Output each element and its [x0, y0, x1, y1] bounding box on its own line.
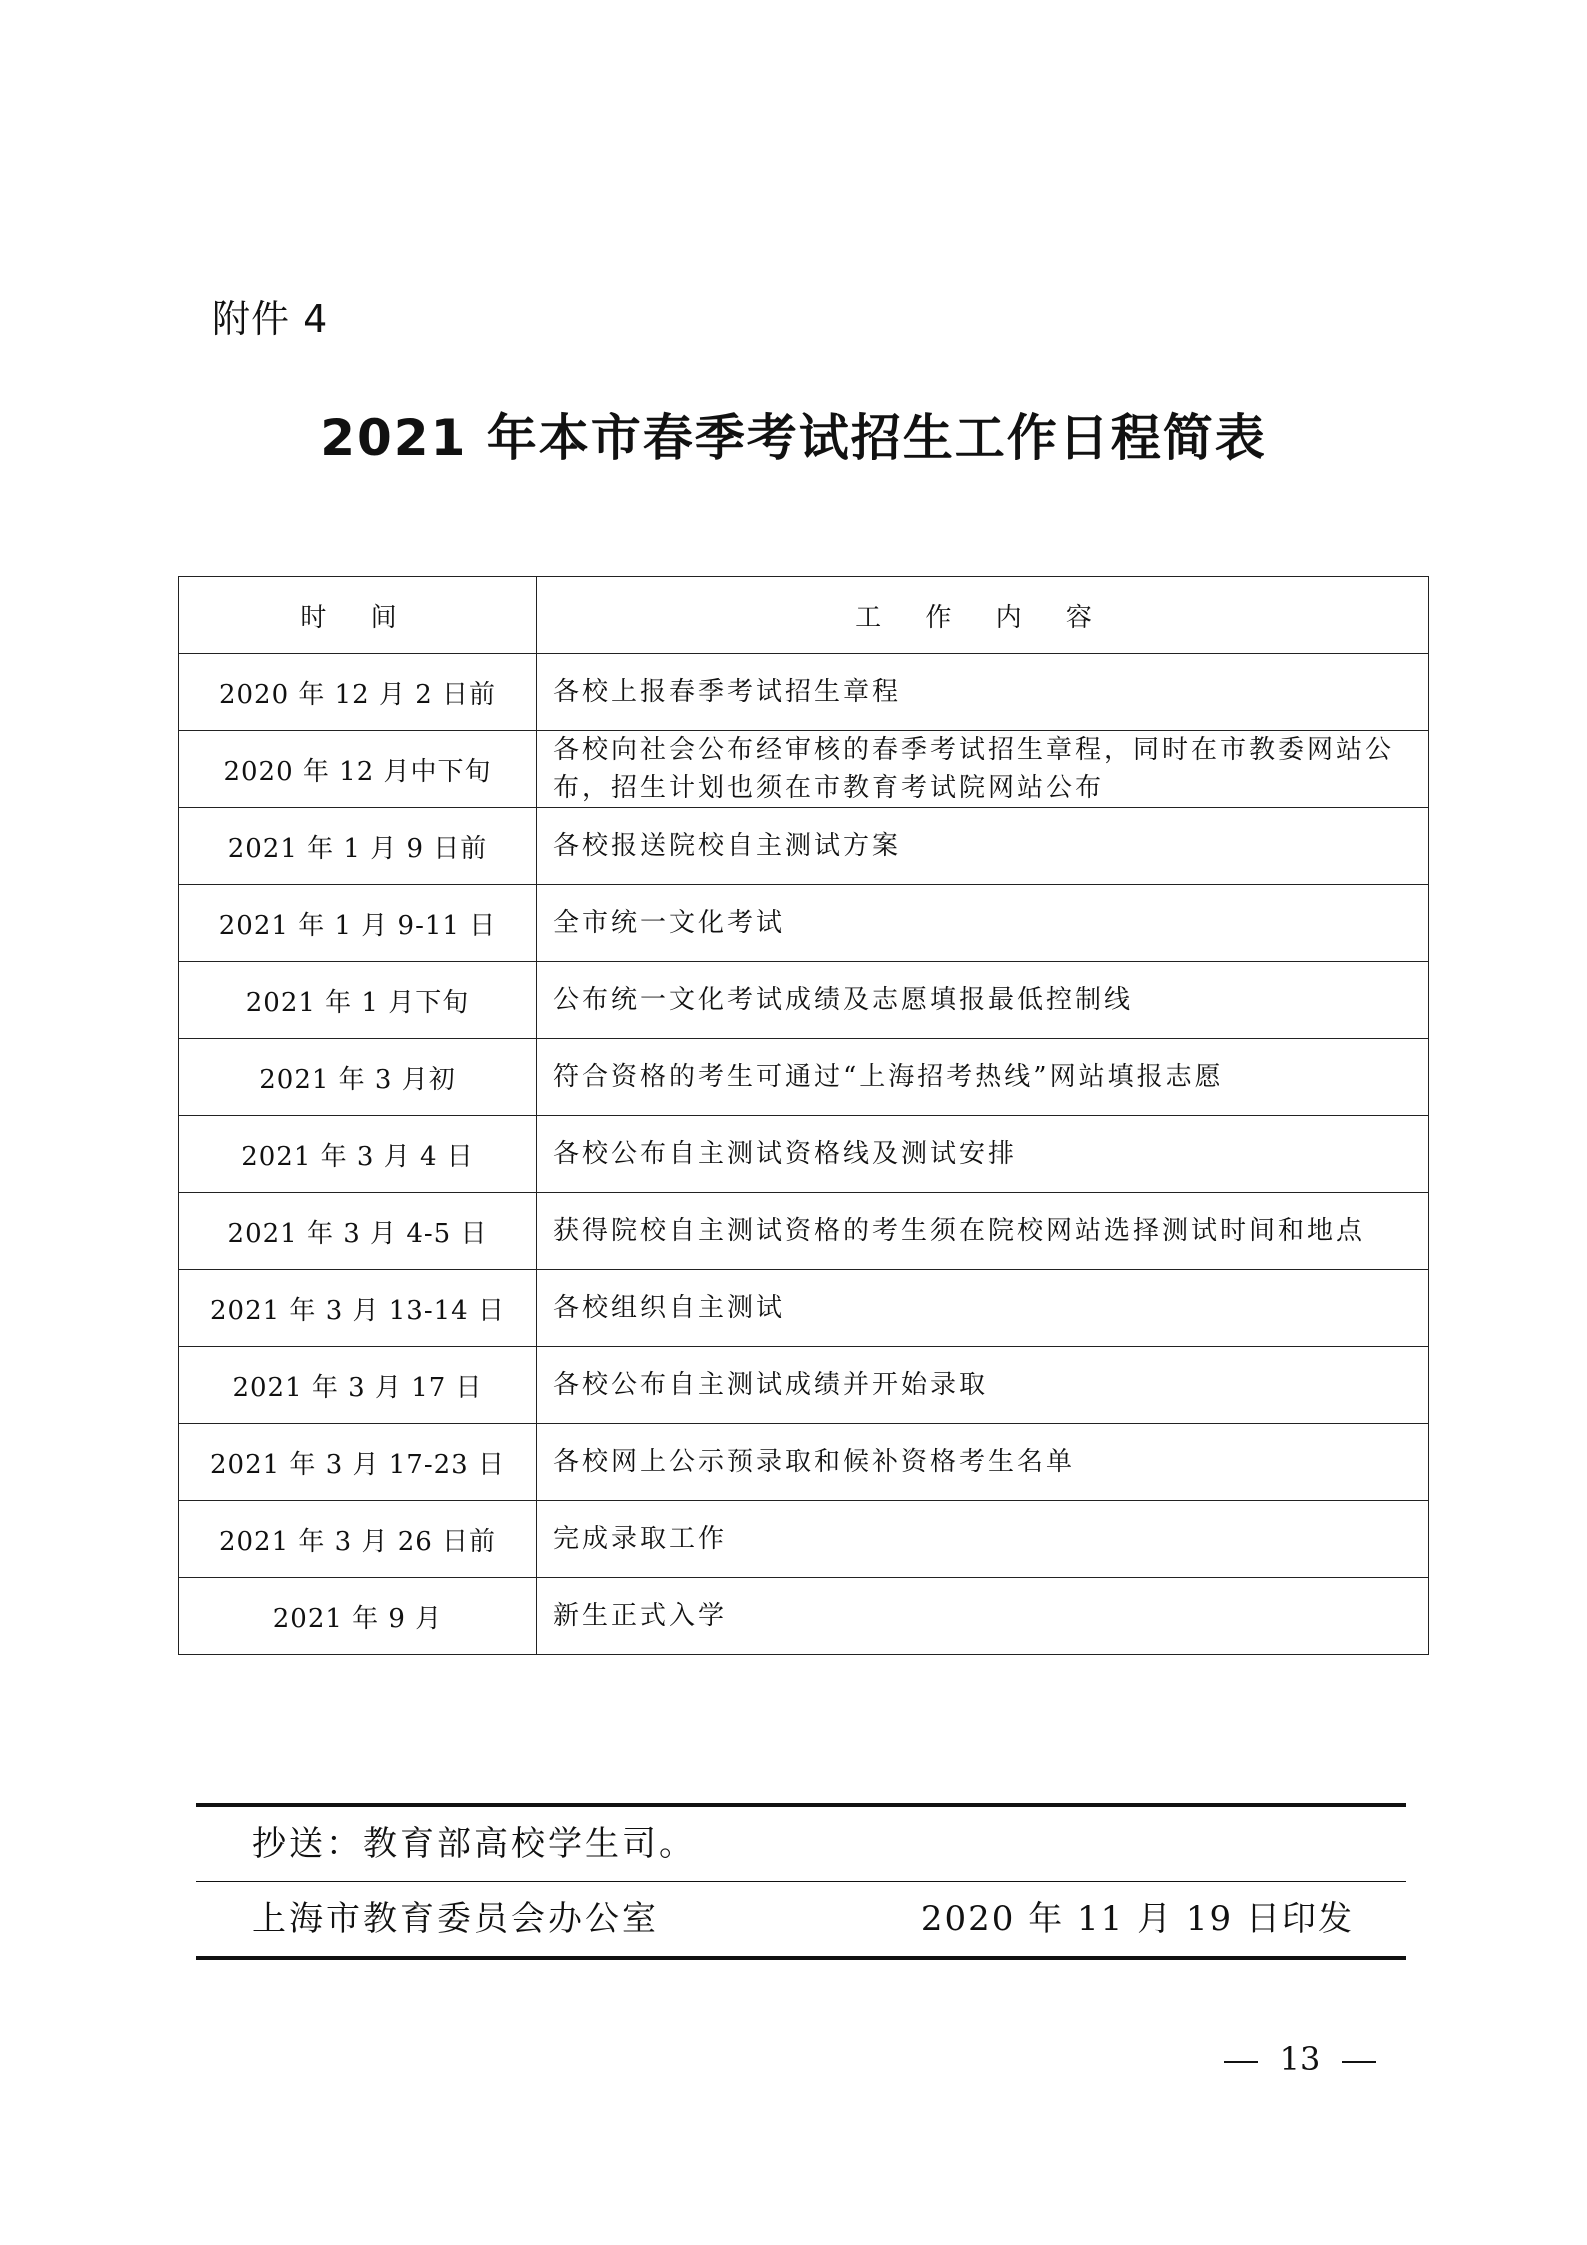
- table-row: [179, 885, 1429, 962]
- cc-line: [196, 1807, 1406, 1881]
- cc-text: 抄送：教育部高校学生司。: [252, 1824, 696, 1864]
- table-row: [179, 654, 1429, 731]
- page-title: 2021 年本市春季考试招生工作日程简表: [320, 409, 1267, 467]
- time-cell: 2021 年 3 月 17-23 日: [179, 1424, 537, 1501]
- time-cell: 2020 年 12 月 2 日前: [179, 654, 537, 731]
- table-row: [179, 1347, 1429, 1424]
- time-cell: 2021 年 3 月 17 日: [179, 1347, 537, 1424]
- work-cell: 各校报送院校自主测试方案: [537, 808, 1429, 885]
- table-row: [179, 1116, 1429, 1193]
- work-cell: 获得院校自主测试资格的考生须在院校网站选择测试时间和地点: [537, 1193, 1429, 1270]
- attachment-label: 附件 4: [212, 297, 329, 341]
- time-cell: 2021 年 3 月 13-14 日: [179, 1270, 537, 1347]
- page-number-value: 13: [1279, 2040, 1321, 2078]
- time-cell: 2021 年 9 月: [179, 1578, 537, 1655]
- work-cell: 全市统一文化考试: [537, 885, 1429, 962]
- work-cell: 各校网上公示预录取和候补资格考生名单: [537, 1424, 1429, 1501]
- table-row: [179, 1193, 1429, 1270]
- table-row: [179, 1270, 1429, 1347]
- time-cell: 2020 年 12 月中下旬: [179, 731, 537, 808]
- work-cell: 各校组织自主测试: [537, 1270, 1429, 1347]
- time-cell: 2021 年 1 月下旬: [179, 962, 537, 1039]
- work-cell: 各校公布自主测试资格线及测试安排: [537, 1116, 1429, 1193]
- work-cell: 各校上报春季考试招生章程: [537, 654, 1429, 731]
- table-row: [179, 1424, 1429, 1501]
- page-number-dash-right: [1342, 2061, 1376, 2063]
- work-cell: 符合资格的考生可通过“上海招考热线”网站填报志愿: [537, 1039, 1429, 1116]
- time-cell: 2021 年 3 月 4 日: [179, 1116, 537, 1193]
- issue-date: 2020 年 11 月 19 日印发: [920, 1899, 1354, 1939]
- work-cell: 各校向社会公布经审核的春季考试招生章程，同时在市教委网站公布，招生计划也须在市教育考试院网站公布: [537, 731, 1429, 808]
- table-header-row: [179, 577, 1429, 654]
- time-cell: 2021 年 1 月 9-11 日: [179, 885, 537, 962]
- work-cell: 公布统一文化考试成绩及志愿填报最低控制线: [537, 962, 1429, 1039]
- work-cell: 完成录取工作: [537, 1501, 1429, 1578]
- header-work: 工 作 内 容: [537, 577, 1429, 654]
- time-cell: 2021 年 3 月 26 日前: [179, 1501, 537, 1578]
- table-row: [179, 962, 1429, 1039]
- page-number-dash-left: [1224, 2061, 1258, 2063]
- issuer-name: 上海市教育委员会办公室: [252, 1899, 659, 1939]
- schedule-table: [178, 576, 1429, 1655]
- table-row: [179, 1039, 1429, 1116]
- table-row: [179, 1501, 1429, 1578]
- table-row: [179, 808, 1429, 885]
- work-cell: 各校公布自主测试成绩并开始录取: [537, 1347, 1429, 1424]
- time-cell: 2021 年 3 月初: [179, 1039, 537, 1116]
- header-time: 时 间: [179, 577, 537, 654]
- table-row: [179, 1578, 1429, 1655]
- page-number: [1200, 2040, 1400, 2078]
- table-row: [179, 731, 1429, 808]
- time-cell: 2021 年 1 月 9 日前: [179, 808, 537, 885]
- footer-bottom-rule: [196, 1956, 1406, 1960]
- work-cell: 新生正式入学: [537, 1578, 1429, 1655]
- document-footer: [196, 1803, 1406, 1960]
- time-cell: 2021 年 3 月 4-5 日: [179, 1193, 537, 1270]
- issuer-line: [196, 1882, 1406, 1956]
